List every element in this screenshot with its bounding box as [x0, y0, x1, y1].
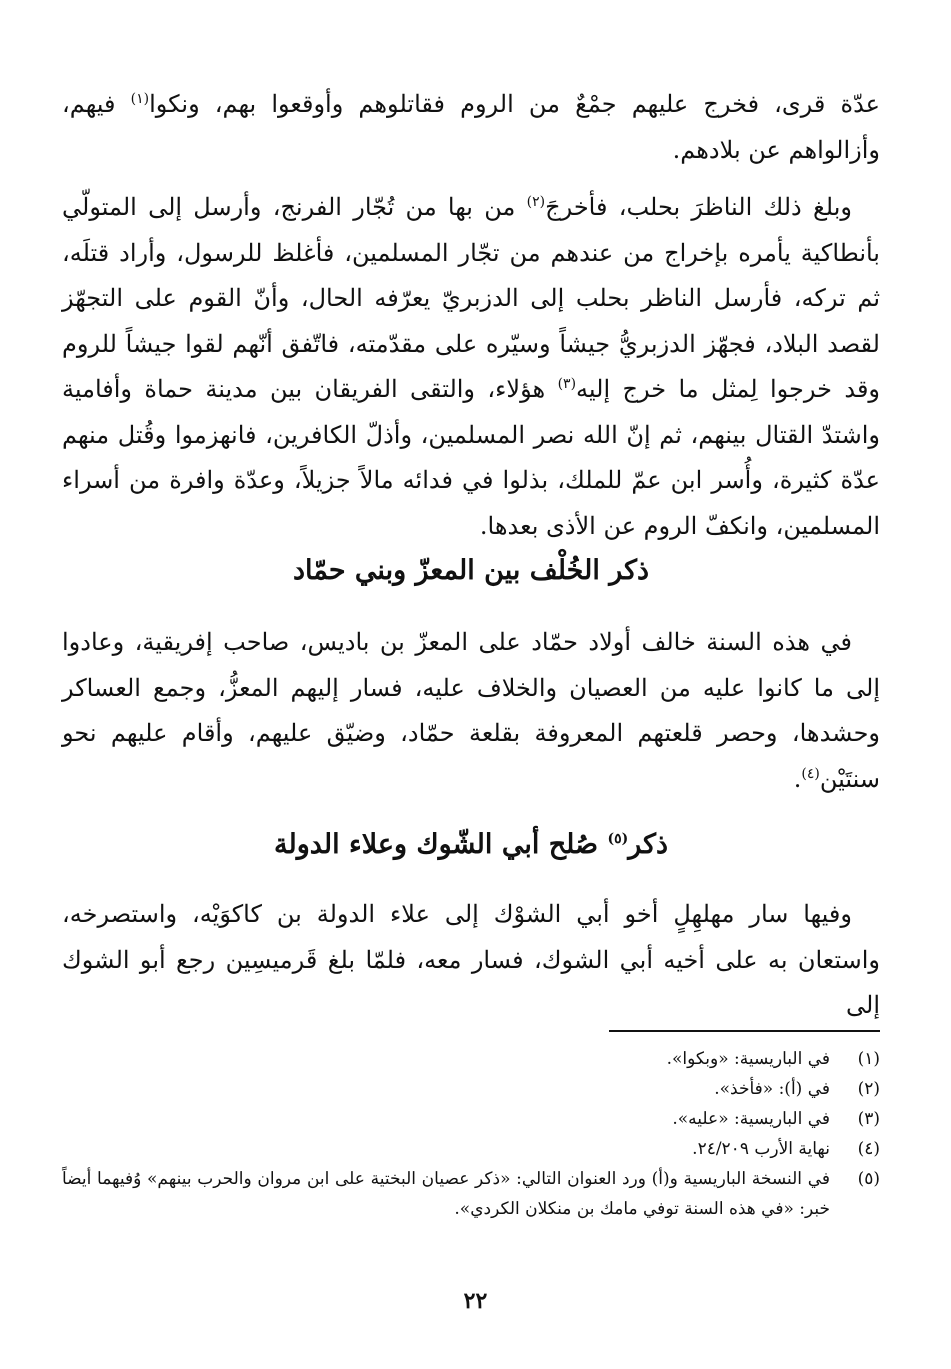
paragraph-3 [62, 620, 880, 802]
footnote-item [62, 1104, 880, 1134]
footnote-text: في الباريسية: «عليه». [672, 1109, 830, 1129]
paragraph-3-text-b: . [793, 764, 802, 793]
paragraph-2 [62, 185, 880, 549]
footnote-text: في النسخة الباريسية و(أ) ورد العنوان التالي: «ذكر عصيان البختية على ابن مروان والحرب بينهم» وُفيهما أيضاً خبر: «في هذه السنة توفي مامك بن منكلان الكردي». [62, 1169, 830, 1219]
footnote-ref-2: (٢) [526, 194, 546, 210]
paragraph-1 [62, 82, 880, 173]
footnote-divider [609, 1030, 880, 1032]
footnote-text: نهاية الأرب ٢٤/٢٠٩. [692, 1139, 830, 1159]
page-number: ٢٢ [463, 1288, 488, 1314]
footnote-ref-1: (١) [130, 91, 150, 107]
footnote-number: (٥) [857, 1169, 880, 1189]
paragraph-4: وفيها سار مهلهِلٍ أخو أبي الشوْك إلى علاء الدولة بن كاكوَيْه، واستصرخه، واستعان به على أخيه أبي الشوك، فسار معه، فلمّا بلغ قَرميسِين رجع أبو الشوك إلى [62, 900, 880, 1019]
paragraph-2-text-b: من بها من تُجّار الفرنج، وأرسل إلى المتولّي بأنطاكية يأمره بإخراج من عندهم من تجّار المسلمين، فأغلظ للرسول، وأراد قتلَه، ثم تركه، فأرسل الناظر بحلب إلى الدزبريّ يعرّفه الحال، وأنّ القوم على التجهّز لقصد البلاد، فجهّز الدزبريُّ جيشاً وسيّره على مقدّمته، فاتّفق أنّهم لقوا جيشاً للروم وقد خرجوا لِمثل ما خرج إليه [62, 193, 881, 403]
paragraph-1-text-a: عدّة قرى، فخرج عليهم جمْعٌ من الروم فقاتلوهم وأوقعوا بهم، ونكوا [149, 90, 880, 118]
footnote-item [62, 1164, 880, 1224]
footnote-item [62, 1074, 880, 1104]
section-heading-2-text-a: ذكر [628, 829, 668, 860]
paragraph-1-text-b: فيهم، وأزالواهم عن بلادهم. [62, 90, 880, 164]
footnote-item [62, 1134, 880, 1164]
footnote-number: (٤) [857, 1139, 880, 1159]
footnote-ref-5: (٥) [607, 831, 629, 847]
footnote-ref-3: (٣) [557, 376, 577, 392]
section-heading-2-text-b: صُلح أبي الشّوك وعلاء الدولة [274, 829, 608, 860]
paragraph-3-text-a: في هذه السنة خالف أولاد حمّاد على المعزّ بن باديس، صاحب إفريقية، وعادوا إلى ما كانوا عليه من العصيان والخلاف عليه، فسار إليهم المعزُّ، وجمع العساكر وحشدها، وحصر قلعتهم المعروفة بقلعة حمّاد، وضيّق عليهم، وأقام عليهم نحو سنتَيْن [62, 628, 880, 793]
paragraph-2-text-c: هؤلاء، والتقى الفريقان بين مدينة حماة وأفامية واشتدّ القتال بينهم، ثم إنّ الله نصر المسلمين، وأذلّ الكافرين، فانهزموا وقُتل منهم عدّة كثيرة، وأُسر ابن عمّ للملك، بذلوا في فدائه مالاً جزيلاً، وعدّة وافرة من أسراء المسلمين، وانكفّ الروم عن الأذى بعدها. [62, 375, 880, 540]
footnote-item [62, 1044, 880, 1074]
footnote-ref-4: (٤) [801, 765, 820, 782]
footnote-number: (١) [857, 1049, 880, 1069]
paragraph-2-text-a: وبلغ ذلك الناظرَ بحلب، فأخرجَ [545, 193, 852, 221]
footnote-text: في (أ): «فأخذ». [714, 1079, 830, 1099]
section-heading-2 [62, 822, 880, 868]
footnotes [62, 1044, 880, 1224]
footnote-text: في الباريسية: «وبكوا». [666, 1049, 830, 1069]
footnote-number: (٣) [857, 1109, 880, 1129]
section-heading-1: ذكر الخُلْف بين المعزّ وبني حمّاد [292, 555, 650, 586]
footnote-number: (٢) [857, 1079, 880, 1099]
